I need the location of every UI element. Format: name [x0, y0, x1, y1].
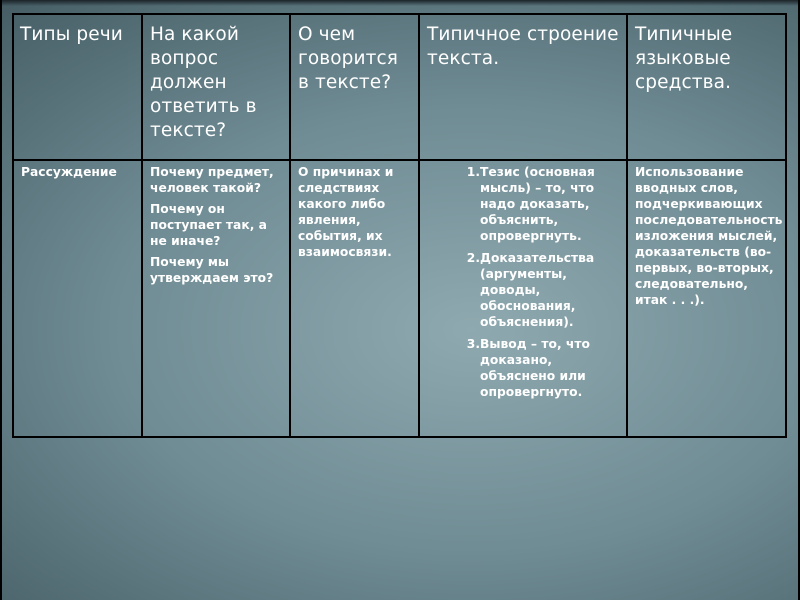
- cell-language-means: Использование вводных слов, подчеркивающих последовательность изложения мыслей, доказательств (во-первых, во-вторых, следовательно, итак . . .).: [627, 160, 786, 437]
- table-row: [13, 160, 786, 437]
- header-language-means: Типичные языковые средства.: [627, 14, 786, 160]
- structure-item: 1.Тезис (основная мысль) – то, что надо доказать, объяснить, опровергнуть.: [466, 165, 595, 243]
- header-speech-types: Типы речи: [13, 14, 142, 160]
- question-item: Почему мы утверждаем это?: [150, 255, 274, 285]
- question-item: Почему он поступает так, а не иначе?: [150, 202, 267, 248]
- speech-types-table: [12, 13, 787, 438]
- structure-item: 2.Доказательства (аргументы, доводы, обоснования, объяснения).: [466, 251, 595, 329]
- structure-list: [450, 164, 620, 400]
- table-header-row: [13, 14, 786, 160]
- structure-item: 3.Вывод – то, что доказано, объяснено или опровергнуто.: [466, 337, 590, 399]
- header-about: О чем говорится в тексте?: [290, 14, 419, 160]
- question-item: Почему предмет, человек такой?: [150, 165, 274, 195]
- header-question: На какой вопрос должен ответить в тексте?: [142, 14, 290, 160]
- header-structure: Типичное строение текста.: [419, 14, 627, 160]
- cell-speech-type: Рассуждение: [13, 160, 142, 437]
- cell-about: О причинах и следствиях какого либо явления, события, их взаимосвязи.: [290, 160, 419, 437]
- cell-questions: [142, 160, 290, 437]
- cell-structure: [419, 160, 627, 437]
